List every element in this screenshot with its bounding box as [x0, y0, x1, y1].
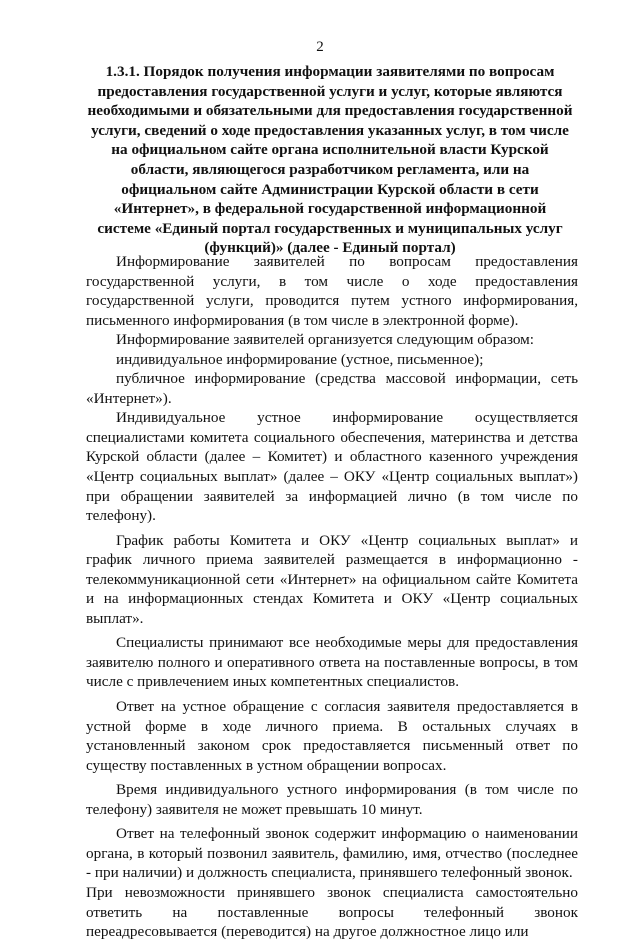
paragraph-public: публичное информирование (средства массовой информации, сеть «Интернет»).	[86, 370, 578, 407]
paragraph-redirect: При невозможности принявшего звонок специалиста самостоятельно ответить на поставленные вопросы телефонный звонок переадресовывается (переводится) на другое должностное лицо или	[86, 883, 578, 941]
paragraph-oral-informing: Индивидуальное устное информирование осуществляется специалистами комитета социального обеспечения, материнства и детства Курской области (далее – Комитет) и областного казенного учреждения «Центр социальных выплат» (далее – ОКУ «Центр социальных выплат») при обращении заявителей за информацией лично (в том числе по телефону).	[86, 409, 578, 525]
section-heading: 1.3.1. Порядок получения информации заявителями по вопросам предоставления государственной услуги и услуг, которые являются необходимыми и обязательными для предоставления государственной услуги, сведений о ходе предоставления указанных услуг, в том числе на официальном сайте органа исполнительной власти Курской области, являющегося разработчиком регламента, или на официальном сайте Администрации Курской области в сети «Интернет», в федеральной государственной информационной системе «Единый портал государственных и муниципальных услуг (функций)» (далее - Единый портал)	[87, 63, 573, 257]
paragraph-individual: индивидуальное информирование (устное, письменное);	[116, 350, 484, 368]
page-number: 2	[316, 39, 324, 55]
paragraph-time-limit: Время индивидуального устного информирования (в том числе по телефону) заявителя не может превышать 10 минут.	[86, 781, 578, 818]
paragraph-specialists: Специалисты принимают все необходимые меры для предоставления заявителю полного и оперативного ответа на поставленные вопросы, в том числе с привлечением иных компетентных специалистов.	[86, 634, 578, 691]
paragraph-organization: Информирование заявителей организуется следующим образом:	[116, 331, 535, 349]
paragraph-phone-answer: Ответ на телефонный звонок содержит информацию о наименовании органа, в который позвонил заявитель, фамилию, имя, отчество (последнее - при наличии) и должность специалиста, принявшего телефонный звонок.	[86, 825, 578, 882]
paragraph-schedule: График работы Комитета и ОКУ «Центр социальных выплат» и график личного приема заявителей размещается в информационно - телекоммуникационной сети «Интернет» на официальном сайте Комитета и на информационных стендах Комитета и ОКУ «Центр социальных выплат».	[86, 531, 578, 627]
body-text	[86, 252, 578, 942]
paragraph-oral-answer: Ответ на устное обращение с согласия заявителя предоставляется в устной форме в ходе личного приема. В остальных случаях в установленный законом срок предоставляется письменный ответ по существу поставленных в устном обращении вопросах.	[86, 698, 578, 774]
paragraph-informing: Информирование заявителей по вопросам предоставления государственной услуги, в том числе о ходе предоставления государственной услуги, проводится путем устного информирования, письменного информирования (в том числе в электронной форме).	[86, 253, 578, 329]
